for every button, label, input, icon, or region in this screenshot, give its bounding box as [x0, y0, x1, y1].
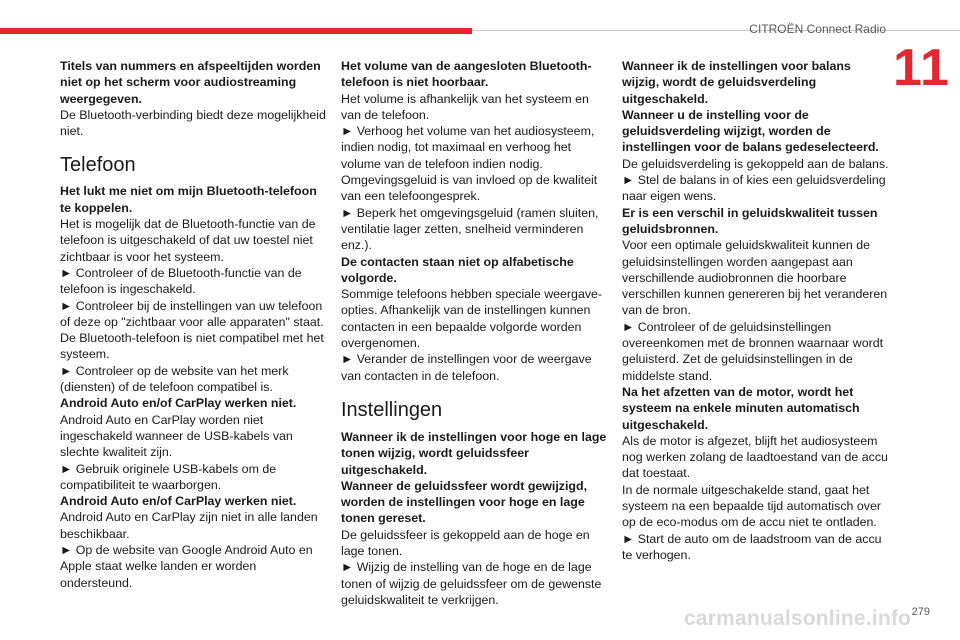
question-heading: Android Auto en/of CarPlay werken niet. [60, 494, 297, 509]
body-paragraph: ► Beperk het omgevingsgeluid (ramen sluiten, ventilatie lager zetten, snelheid verminderen enz.). [341, 205, 599, 253]
body-paragraph: ► Stel de balans in of kies een geluidsverdeling naar eigen wens. [622, 173, 886, 204]
body-paragraph: ► Controleer bij de instellingen van uw telefoon of deze op "zichtbaar voor alle apparaten" staat. [60, 298, 324, 329]
body-paragraph: ► Start de auto om de laadstroom van de accu te verhogen. [622, 531, 882, 562]
body-paragraph: ► Controleer of de Bluetooth-functie van de telefoon is ingeschakeld. [60, 265, 302, 297]
body-paragraph: ► Verhoog het volume van het audiosysteem, indien nodig, tot maximaal en verhoog het volume van de telefoon indien nodig. [341, 124, 595, 171]
question-heading: Wanneer u de instelling voor de geluidsverdeling wijzigt, worden de instellingen voor de balans gedeselecteerd. [622, 107, 879, 155]
watermark: carmanualsonline.info [684, 607, 912, 630]
body-paragraph: ► Controleer of de geluidsinstellingen overeenkomen met de bronnen waarnaar wordt geluisterd. Zet de geluidsinstellingen in de middelste stand. [622, 319, 884, 383]
body-paragraph: ► Gebruik originele USB-kabels om de compatibiliteit te waarborgen. [60, 461, 277, 492]
body-paragraph: De geluidssfeer is gekoppeld aan de hoge en lage tonen. [341, 527, 590, 559]
text-column-1 [60, 58, 328, 591]
question-heading: Na het afzetten van de motor, wordt het systeem na enkele minuten automatisch uitgeschakeld. [622, 384, 860, 432]
question-heading: Wanneer ik de instellingen voor hoge en lage tonen wijzig, wordt geluidssfeer uitgeschakeld. [341, 429, 607, 477]
question-heading: De contacten staan niet op alfabetische volgorde. [341, 254, 574, 285]
section-heading: Instellingen [341, 398, 443, 421]
section-heading: Telefoon [60, 154, 136, 177]
page-number: 279 [911, 606, 930, 618]
body-paragraph: Sommige telefoons hebben speciale weergave-opties. Afhankelijk van de instellingen kunnen contacten in een bepaalde volgorde worden overgenomen. [341, 287, 603, 351]
chapter-number: 11 [893, 39, 950, 97]
body-paragraph: Het is mogelijk dat de Bluetooth-functie van de telefoon is uitgeschakeld of dat uw toestel niet zichtbaar is voor het systeem. [60, 217, 316, 264]
text-column-2 [341, 58, 607, 608]
question-heading: Het lukt me niet om mijn Bluetooth-telefoon te koppelen. [60, 184, 317, 215]
question-heading: Titels van nummers en afspeeltijden worden niet op het scherm voor audiostreaming weergegeven. [60, 59, 321, 106]
body-paragraph: Android Auto en CarPlay zijn niet in alle landen beschikbaar. [60, 510, 318, 541]
question-heading: Wanneer de geluidssfeer wordt gewijzigd, worden de instellingen voor hoge en lage tonen gereset. [341, 478, 588, 526]
body-paragraph: ► Controleer op de website van het merk (diensten) of de telefoon compatibel is. [60, 363, 289, 395]
body-paragraph: ► Wijzig de instelling van de hoge en de lage tonen of wijzig de geluidssfeer om de gewenste geluidskwaliteit te verkrijgen. [341, 560, 602, 607]
question-heading: Het volume van de aangesloten Bluetooth-telefoon is niet hoorbaar. [341, 59, 592, 90]
body-paragraph: Voor een optimale geluidskwaliteit kunnen de geluidsinstellingen worden aangepast aan verschillende audiobronnen die hoorbare verschillen kunnen genereren bij het veranderen van de bron. [622, 238, 888, 318]
body-paragraph: De Bluetooth-verbinding biedt deze mogelijkheid niet. [60, 107, 326, 139]
body-paragraph: Android Auto en CarPlay worden niet ingeschakeld wanneer de USB-kabels van slechte kwaliteit zijn. [60, 412, 293, 460]
text-column-3 [622, 58, 890, 563]
header-rule [472, 30, 960, 31]
body-paragraph: In de normale uitgeschakelde stand, gaat het systeem na een bepaalde tijd automatisch over op de eco-modus om de accu niet te ontladen. [622, 482, 881, 530]
question-heading: Wanneer ik de instellingen voor balans wijzig, wordt de geluidsverdeling uitgeschakeld. [622, 59, 851, 106]
header-accent-bar [0, 28, 472, 34]
question-heading: Er is een verschil in geluidskwaliteit tussen geluidsbronnen. [622, 205, 878, 236]
section-title: CITROËN Connect Radio [749, 22, 886, 36]
body-paragraph: ► Verander de instellingen voor de weergave van contacten in de telefoon. [341, 352, 592, 383]
body-paragraph: De Bluetooth-telefoon is niet compatibel met het systeem. [60, 331, 324, 362]
body-paragraph: ► Op de website van Google Android Auto en Apple staat welke landen er worden ondersteund. [60, 543, 313, 590]
body-paragraph: Als de motor is afgezet, blijft het audiosysteem nog werken zolang de laadtoestand van de accu dat toestaat. [622, 433, 888, 481]
body-paragraph: Het volume is afhankelijk van het systeem en van de telefoon. [341, 91, 589, 122]
body-paragraph: Omgevingsgeluid is van invloed op de kwaliteit van een telefoongesprek. [341, 173, 598, 204]
question-heading: Android Auto en/of CarPlay werken niet. [60, 396, 297, 411]
body-paragraph: De geluidsverdeling is gekoppeld aan de balans. [622, 156, 889, 171]
